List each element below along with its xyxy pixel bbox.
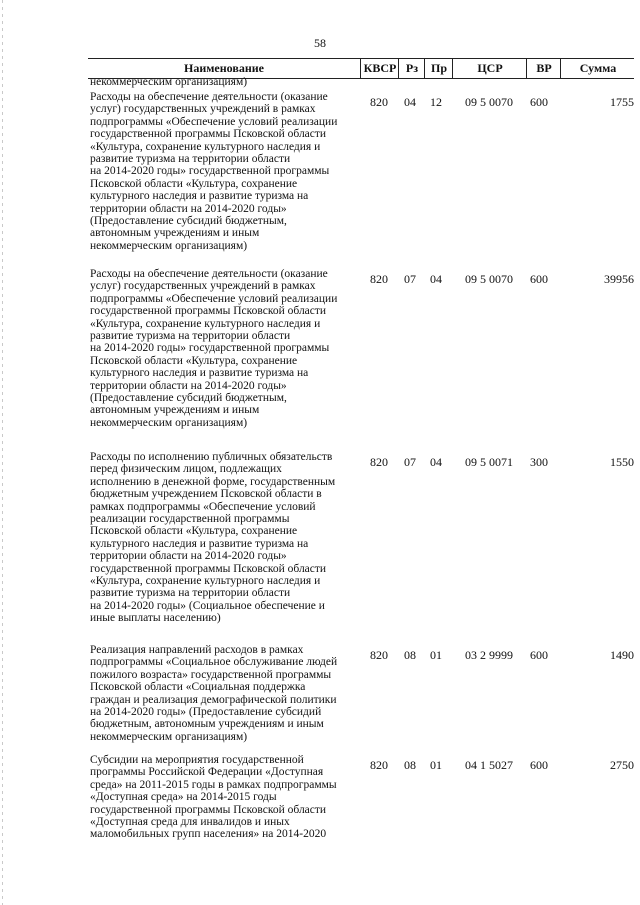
row-name [90,91,360,252]
cell-sum: 1550 [610,455,634,469]
page-number: 58 [314,36,326,50]
cell-kvsr: 820 [370,758,388,772]
header-rz: Рз [398,59,425,78]
cell-vr: 300 [530,455,548,469]
row-name-line: программы Российской Федерации «Доступная [90,766,324,779]
row-name-line: «Доступная среда» на 2014-2015 годы [90,791,277,804]
row-name [90,268,360,429]
scan-edge-line [2,0,3,905]
row-name-line: рамках подпрограммы «Обеспечение условий [90,500,316,513]
row-name-line: бюджетным, автономным учреждениям и иным [90,718,324,731]
row-name-line: среда» на 2011-2015 годы в рамках подпрограммы [90,778,337,791]
row-name [90,644,360,743]
row-name-line: государственной программы Псковской области [90,128,327,141]
row-name-line: Субсидии на мероприятия государственной [90,754,304,766]
cell-rz: 08 [404,758,416,772]
row-name-line: граждан и реализация демографической политики [90,693,337,706]
cell-kvsr: 820 [370,648,388,662]
cell-kvsr: 820 [370,272,388,286]
row-name-line: на 2014-2020 годы» государственной программы [90,342,330,355]
cell-csr: 09 5 0070 [465,272,513,286]
row-name-line: «Культура, сохранение культурного наследия и [90,140,321,153]
row-name-line: территории области на 2014-2020 годы» [90,379,287,392]
row-name-line: перед физическим лицом, подлежащих [90,463,282,476]
row-name-line: Расходы на обеспечение деятельности (оказание [90,91,328,103]
row-name-line: некоммерческим организациям) [90,730,248,743]
header-pr: Пр [424,59,453,78]
row-name-line: Расходы на обеспечение деятельности (оказание [90,268,328,280]
row-name-line: развитие туризма на территории области [90,330,291,343]
row-name-line: подпрограммы «Социальное обслуживание людей [90,656,338,669]
row-name-line: услуг) государственных учреждений в рамках [90,280,316,293]
cell-vr: 600 [530,272,548,286]
header-kvsr: КВСР [360,59,399,78]
header-sum: Сумма [560,59,635,78]
cell-pr: 01 [430,648,442,662]
row-name-line: государственной программы Псковской области [90,562,327,575]
cell-rz: 04 [404,95,416,109]
row-name-line: Псковской области «Культура, сохранение [90,525,298,538]
row-name-line: (Предоставление субсидий бюджетным, [90,392,287,405]
row-name-line: автономным учреждениям и иным [90,404,260,417]
row-name-line: на 2014-2020 годы» (Социальное обеспечение и [90,599,325,612]
cell-sum: 2750 [610,758,634,772]
row-name-line: некоммерческим организациям) [90,416,248,429]
row-name-line: иные выплаты населению) [90,612,221,625]
cell-csr: 03 2 9999 [465,648,513,662]
row-name-line: Псковской области «Социальная поддержка [90,681,306,694]
row-name-line: пожилого возраста» государственной программы [90,668,332,681]
row-name-line: бюджетным учреждением Псковской области в [90,488,322,501]
cell-pr: 01 [430,758,442,772]
header-vr: ВР [526,59,561,78]
cell-pr: 04 [430,455,442,469]
header-csr: ЦСР [452,59,527,78]
row-name-line: Псковской области «Культура, сохранение [90,177,298,190]
cell-rz: 07 [404,272,416,286]
cell-vr: 600 [530,648,548,662]
row-name-line: «Культура, сохранение культурного наследия и [90,575,321,588]
cell-kvsr: 820 [370,95,388,109]
cell-sum: 1755 [610,95,634,109]
row-name-line: культурного наследия и развитие туризма на [90,367,309,380]
row-name-line: развитие туризма на территории области [90,153,291,166]
row-name-line: реализации государственной программы [90,513,290,526]
cell-vr: 600 [530,758,548,772]
cell-pr: 04 [430,272,442,286]
row-name-line: территории области на 2014-2020 годы» [90,202,287,215]
row-name-line: на 2014-2020 годы» (Предоставление субсидий [90,706,322,719]
cell-csr: 04 1 5027 [465,758,513,772]
row-name-line: культурного наследия и развитие туризма на [90,190,309,203]
row-name-line: «Доступная среда для инвалидов и иных [90,816,290,829]
row-name-line: маломобильных групп населения» на 2014-2020 [90,828,327,841]
row-name-line: государственной программы Псковской области [90,305,327,318]
row-name-line: некоммерческим организациям) [90,239,248,252]
row-name [90,451,360,625]
row-name-line: «Культура, сохранение культурного наследия и [90,317,321,330]
row-name-line: Реализация направлений расходов в рамках [90,644,304,656]
cell-sum: 1490 [610,648,634,662]
row-name-line: Расходы по исполнению публичных обязательств [90,451,333,463]
row-name-line: культурного наследия и развитие туризма на [90,537,309,550]
row-name-line: территории области на 2014-2020 годы» [90,550,287,563]
row-name [90,754,360,841]
cell-pr: 12 [430,95,442,109]
row-name-line: Псковской области «Культура, сохранение [90,354,298,367]
row-name-line: исполнению в денежной форме, государственным [90,475,336,488]
header-name: Наименование [184,61,264,75]
cell-sum: 39956 [604,272,634,286]
row-name-line: (Предоставление субсидий бюджетным, [90,215,287,228]
row-name-line: автономным учреждениям и иным [90,227,260,240]
cell-csr: 09 5 0071 [465,455,513,469]
row-name-line: на 2014-2020 годы» государственной программы [90,165,330,178]
row-name-line: государственной программы Псковской области [90,803,327,816]
cell-csr: 09 5 0070 [465,95,513,109]
row-name-line: развитие туризма на территории области [90,587,291,600]
continued-row-text: некоммерческим организациям) [90,76,248,88]
cell-rz: 07 [404,455,416,469]
row-name-line: подпрограммы «Обеспечение условий реализации [90,115,338,128]
cell-vr: 600 [530,95,548,109]
row-name-line: услуг) государственных учреждений в рамках [90,103,316,116]
row-name-line: подпрограммы «Обеспечение условий реализации [90,292,338,305]
cell-rz: 08 [404,648,416,662]
cell-kvsr: 820 [370,455,388,469]
